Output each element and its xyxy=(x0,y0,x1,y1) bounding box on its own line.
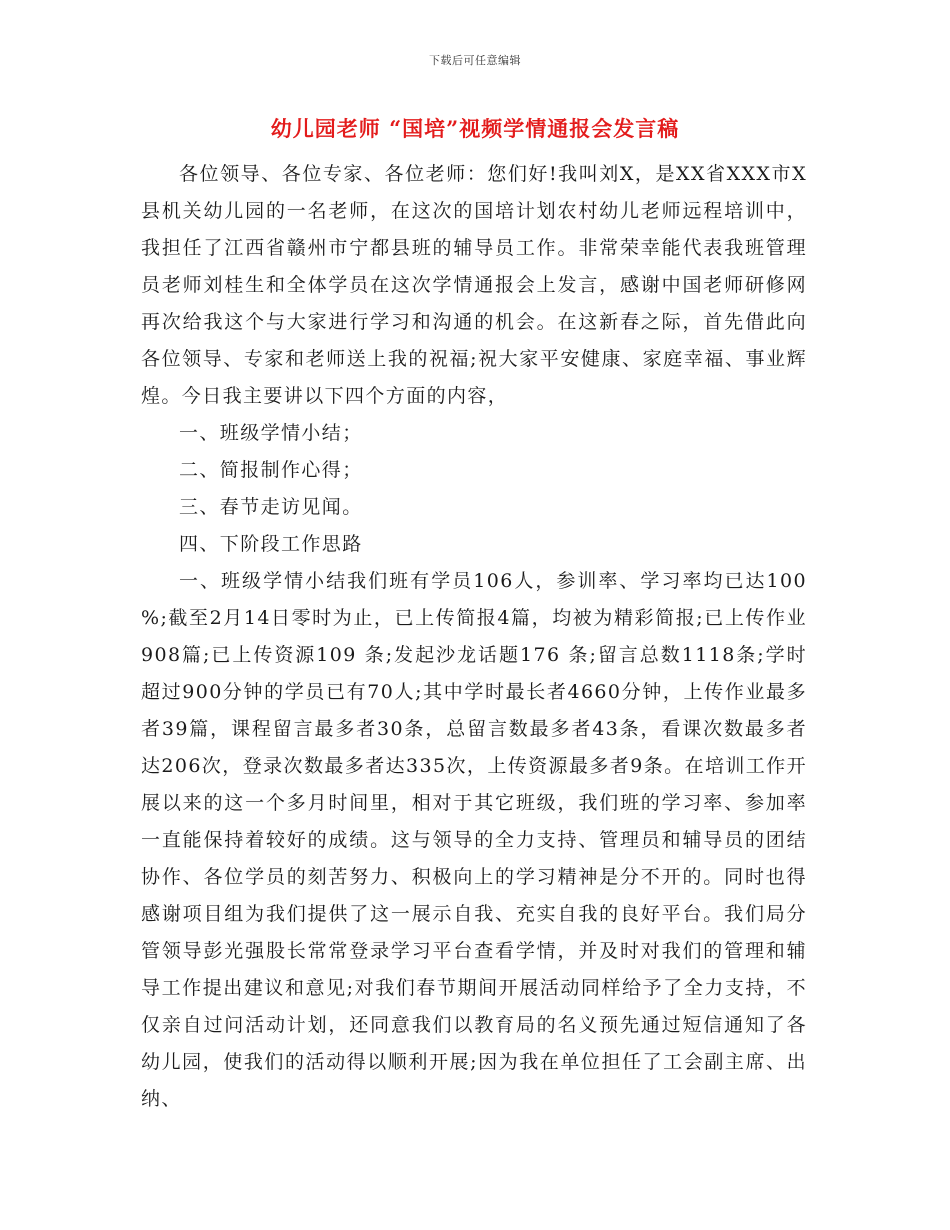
paragraph-item-3: 三、春节走访见闻。 xyxy=(179,496,363,518)
document-body xyxy=(141,156,807,1118)
paragraph-item-2: 二、简报制作心得； xyxy=(179,459,363,481)
paragraph-item-1: 一、班级学情小结； xyxy=(179,422,363,444)
document-title: 幼儿园老师 “国培”视频学情通报会发言稿 xyxy=(270,116,680,141)
paragraph-intro: 各位领导、各位专家、各位老师：您们好!我叫刘X，是XX省XXX市X县机关幼儿园的一名老师，在这次的国培计划农村幼儿老师远程培训中，我担任了江西省赣州市宁都县班的辅导员工作。非常荣幸能代表我班管理员老师刘桂生和全体学员在这次学情通报会上发言，感谢中国老师研修网再次给我这个与大家进行学习和沟通的机会。在这新春之际，首先借此向各位领导、专家和老师送上我的祝福;祝大家平安健康、家庭幸福、事业辉煌。今日我主要讲以下四个方面的内容， xyxy=(141,163,807,407)
paragraph-item-4: 四、下阶段工作思路 xyxy=(179,533,363,555)
header-note: 下载后可任意编辑 xyxy=(429,54,521,67)
paragraph-section-1: 一、班级学情小结我们班有学员106人，参训率、学习率均已达100 %;截至2月14日零时为止，已上传简报4篇，均被为精彩简报;已上传作业908篇;已上传资源109 条;发起沙龙话题176 条;留言总数1118条;学时超过900分钟的学员已有70人;其中学时最长者4660分钟，上传作业最多者39篇，课程留言最多者30条，总留言数最多者43条，看课次数最多者达206次，登录次数最多者达335次，上传资源最多者9条。在培训工作开展以来的这一个多月时间里，相对于其它班级，我们班的学习率、参加率一直能保持着较好的成绩。这与领导的全力支持、管理员和辅导员的团结协作、各位学员的刻苦努力、积极向上的学习精神是分不开的。同时也得感谢项目组为我们提供了这一展示自我、充实自我的良好平台。我们局分管领导彭光强股长常常登录学习平台查看学情，并及时对我们的管理和辅导工作提出建议和意见;对我们春节期间开展活动同样给予了全力支持，不仅亲自过问活动计划，还同意我们以教育局的名义预先通过短信通知了各幼儿园，使我们的活动得以顺利开展;因为我在单位担任了工会副主席、出纳、 xyxy=(141,570,807,1110)
